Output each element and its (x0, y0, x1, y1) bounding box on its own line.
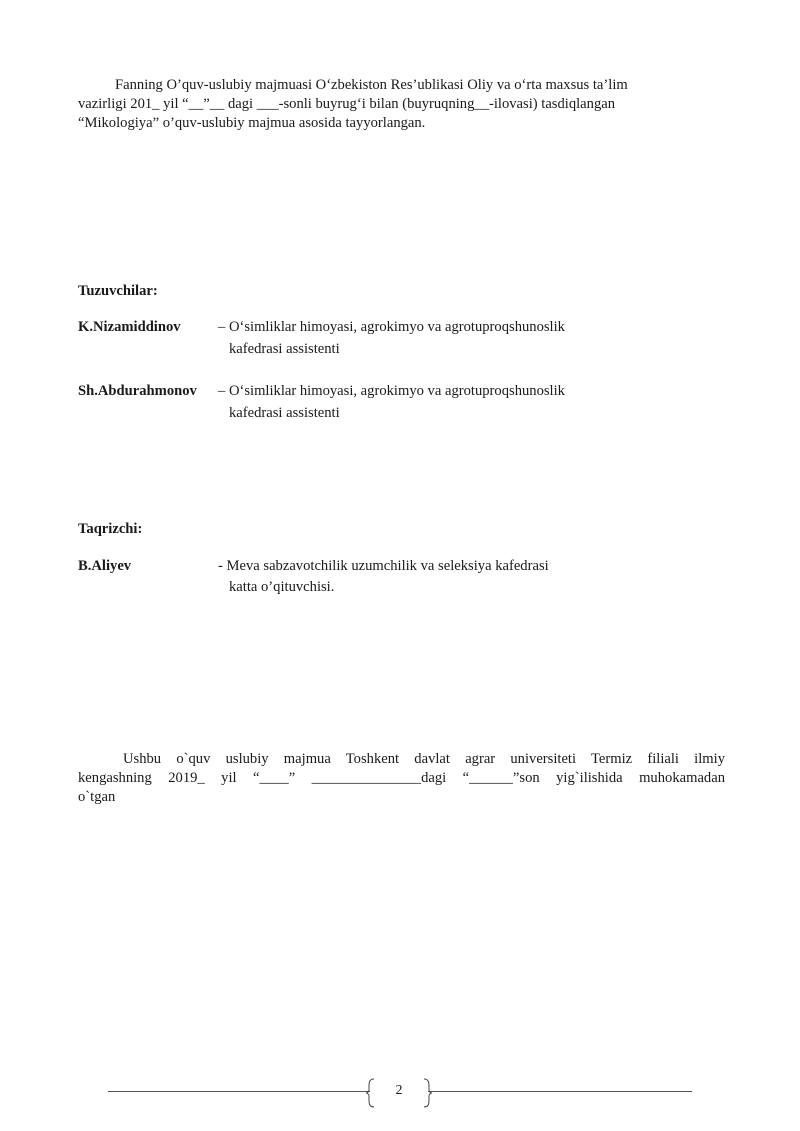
reviewer-role-line-1: - Meva sabzavotchilik uzumchilik va seleksiya kafedrasi (218, 558, 549, 574)
author-role-2-line-1: – O‘simliklar himoyasi, agrokimyo va agrotuproqshunoslik (218, 383, 565, 399)
footer-rule-right (428, 1091, 692, 1092)
reviewer-heading: Taqrizchi: (78, 521, 143, 537)
intro-line-3: “Mikologiya” o’quv-uslubiy majmua asosida tayyorlangan. (78, 115, 426, 131)
reviewer-name: B.Aliyev (78, 558, 132, 574)
footer-rule-left (108, 1091, 370, 1092)
author-role-1-line-2: kafedrasi assistenti (229, 341, 340, 357)
reviewer-role-line-2: katta o’qituvchisi. (229, 579, 335, 595)
author-name-2: Sh.Abdurahmonov (78, 383, 197, 399)
page-number: 2 (395, 1083, 403, 1098)
approval-line-1: Ushbu o`quv uslubiy majmua Toshkent davlat agrar universiteti Termiz filiali ilmiy (123, 751, 725, 767)
intro-paragraph (78, 76, 718, 133)
approval-line-2: kengashning 2019_ yil “____” _______________dagi “______”son yig`ilishida muhokamadan (78, 770, 725, 786)
page-number-box (366, 1078, 432, 1108)
intro-line-2: vazirligi 201_ yil “__”__ dagi ___-sonli buyrug‘i bilan (buyruqning__-ilovasi) tasdiqlangan (78, 96, 616, 112)
author-role-1-line-1: – O‘simliklar himoyasi, agrokimyo va agrotuproqshunoslik (218, 319, 565, 335)
author-role-2-line-2: kafedrasi assistenti (229, 405, 340, 421)
author-name-1: K.Nizamiddinov (78, 319, 181, 335)
approval-paragraph (78, 750, 725, 807)
intro-line-1: Fanning O’quv-uslubiy majmuasi O‘zbekiston Res’ublikasi Oliy va o‘rta maxsus ta’lim (115, 77, 628, 93)
approval-line-3: o`tgan (78, 789, 116, 805)
authors-heading: Tuzuvchilar: (78, 283, 158, 299)
